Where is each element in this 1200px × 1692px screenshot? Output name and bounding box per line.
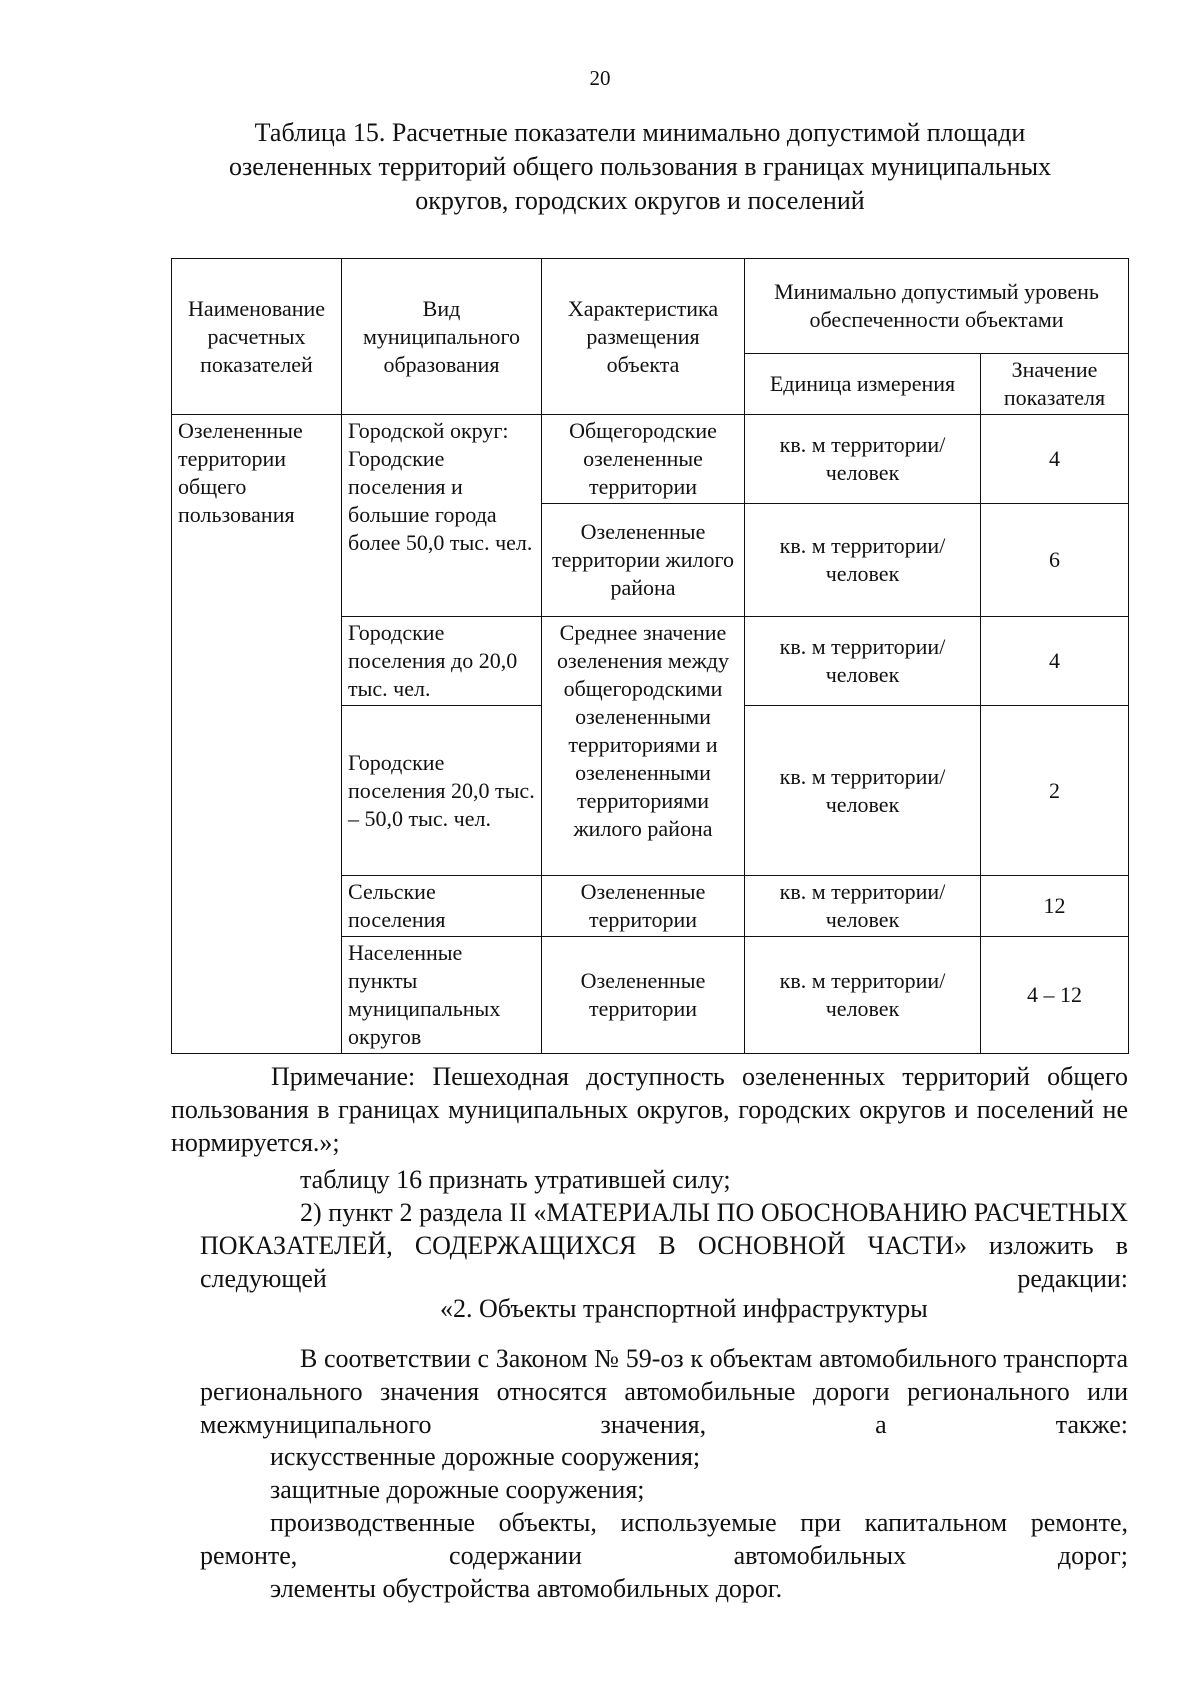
header-municipality-type: Вид муниципального образования [342,259,542,415]
unit-cell: кв. м территории/человек [745,415,981,504]
placement-cell: Общегородские озелененные территории [542,415,745,504]
note-text: Примечание: Пешеходная доступность озелененных территорий общего пользования в границах муниципальных округов, городских округов и поселений не нормируется.»; [171,1062,1128,1157]
unit-cell: кв. м территории/человек [745,504,981,617]
list-item: защитные дорожные сооружения; [270,1475,645,1504]
list-item-text: производственные объекты, используемые при капитальном ремонте, ремонте, содержании автомобильных дорог; [200,1508,1128,1570]
municipality-type-cell: Городские поселения до 20,0 тыс. чел. [342,617,542,706]
value-cell: 2 [981,706,1129,876]
value-cell: 4 [981,617,1129,706]
list-item: элементы обустройства автомобильных дорог. [270,1574,783,1603]
caption-line: округов, городских округов и поселений [415,186,865,215]
value-cell: 12 [981,876,1129,937]
municipality-type-cell: Сельские поселения [342,876,542,937]
unit-cell: кв. м территории/человек [745,937,981,1054]
municipality-type-cell: Населенные пункты муниципальных округов [342,937,542,1054]
header-value: Значение показателя [981,354,1129,415]
placement-cell: Среднее значение озеленения между общегородскими озелененными территориями и озелененными территориями жилого района [542,617,745,876]
header-placement: Характеристика размещения объекта [542,259,745,415]
paragraph-table-16: таблицу 16 признать утратившей силу; [300,1165,731,1194]
header-minimum-level: Минимально допустимый уровень обеспеченности объектами [745,259,1129,354]
caption-line: Таблица 15. Расчетные показатели минимально допустимой площади [254,118,1026,147]
list-item [200,1506,1128,1572]
unit-cell: кв. м территории/человек [745,617,981,706]
norms-table [171,258,1129,1054]
header-indicator: Наименование расчетных показателей [172,259,342,415]
municipality-type-cell: Городской округ: Городские поселения и большие города более 50,0 тыс. чел. [342,415,542,617]
law-text: В соответствии с Законом № 59-оз к объектам автомобильного транспорта регионального значения относятся автомобильные дороги регионального или межмуниципального значения, а также: [200,1344,1128,1439]
unit-cell: кв. м территории/человек [745,706,981,876]
indicator-cell: Озелененные территории общего пользования [172,415,342,1054]
placement-cell: Озелененные территории [542,876,745,937]
placement-cell: Озелененные территории жилого района [542,504,745,617]
placement-cell: Озелененные территории [542,937,745,1054]
list-item: искусственные дорожные сооружения; [270,1442,701,1471]
paragraph-amendment [200,1196,1128,1295]
note-paragraph [171,1060,1128,1159]
value-cell: 4 – 12 [981,937,1129,1054]
municipality-type-cell: Городские поселения 20,0 тыс. – 50,0 тыс. чел. [342,706,542,876]
value-cell: 4 [981,415,1129,504]
header-unit: Единица измерения [745,354,981,415]
paragraph-law [200,1342,1128,1441]
caption-line: озелененных территорий общего пользования в границах муниципальных [228,152,1052,181]
section-heading: «2. Объекты транспортной инфраструктуры [440,1294,928,1323]
value-cell: 6 [981,504,1129,617]
unit-cell: кв. м территории/человек [745,876,981,937]
page-number: 20 [589,66,611,90]
amendment-text: 2) пункт 2 раздела II «МАТЕРИАЛЫ ПО ОБОСНОВАНИЮ РАСЧЕТНЫХ ПОКАЗАТЕЛЕЙ, СОДЕРЖАЩИХСЯ В ОСНОВНОЙ ЧАСТИ» изложить в следующей редакции: [200,1198,1128,1293]
table-caption [200,116,1080,218]
